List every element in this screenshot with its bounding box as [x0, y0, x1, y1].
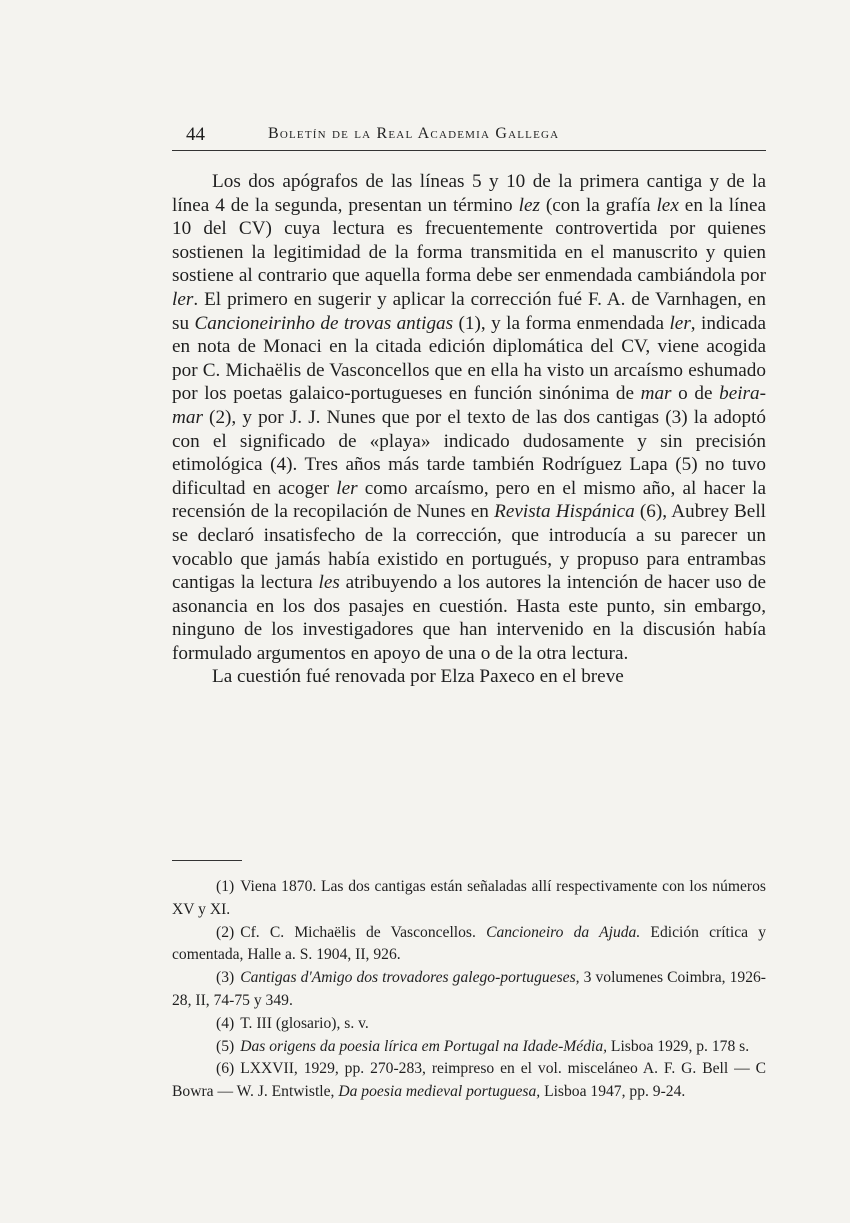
italic-text-run: Cancioneiro da Ajuda.: [486, 923, 641, 941]
text-run: en la línea 10 del CV) cuya lectura es frecuentemente controvertida por quienes sostienen la legitimidad de la forma transmitida en el manuscrito y quien sostiene al contrario que aquella forma debe ser enmendada cambiándola por: [172, 194, 766, 287]
footnote-separator: [172, 860, 242, 861]
italic-text-run: lex: [656, 194, 679, 216]
footnote-number: (3): [216, 969, 235, 987]
italic-text-run: mar: [640, 383, 672, 405]
text-run: (2), y por J. J. Nunes que por el texto de las dos cantigas (3) la adoptó con el significado de «playa» indicado dudosamente y sin precisión etimológica (4). Tres años más tarde también Rodríguez Lapa (5) no tuvo dificultad en acoger: [172, 406, 766, 499]
italic-text-run: Cantigas d'Amigo dos trovadores galego-portugueses,: [240, 969, 580, 987]
footnote-number: (1): [216, 878, 235, 895]
italic-text-run: ler: [336, 477, 358, 499]
footnotes: [172, 876, 766, 1104]
text-run: atribuyendo a los autores la intención de hacer uso de asonancia en los dos pasajes en cuestión. Hasta este punto, sin embargo, ninguno de los investigadores que han intervenido en la discusión había formulado argumentos en apoyo de una o de la otra lectura.: [172, 572, 766, 664]
text-run: , indicada en nota de Monaci en la citada edición diplomática del CV, viene acogida por C. Michaëlis de Vasconcellos que en ella ha visto un arcaísmo eshumado por los poetas galaico-portugueses en función sinónima de: [172, 312, 767, 405]
footnote-3: [172, 967, 766, 1013]
italic-text-run: ler: [669, 312, 691, 334]
page-number: 44: [186, 124, 205, 145]
footnote-number: (2): [216, 923, 235, 941]
italic-text-run: Da poesia medieval portuguesa,: [338, 1083, 541, 1101]
body-paragraph-1: [172, 170, 766, 665]
footnote-number: (4): [216, 1014, 235, 1032]
text-run: Cf. C. Michaëlis de Vasconcellos.: [240, 923, 487, 941]
running-title: Boletín de la Real Academia Gallega: [268, 125, 560, 142]
italic-text-run: les: [318, 572, 340, 594]
italic-text-run: ler: [172, 288, 194, 310]
text-run: (1), y la forma enmendada: [453, 312, 670, 334]
footnote-6: [172, 1058, 766, 1104]
text-run: (con la grafía: [539, 194, 657, 216]
text-run: o de: [671, 383, 720, 405]
text-run: Edición crítica y comentada, Halle a. S. 1904, II, 926.: [172, 923, 767, 964]
page-header: [172, 124, 766, 151]
footnote-number: (6): [216, 1060, 235, 1078]
footnote-1: [172, 876, 766, 922]
italic-text-run: Revista Hispánica: [494, 501, 635, 523]
footnote-number: (5): [216, 1037, 235, 1055]
italic-text-run: Das origens da poesia lírica em Portugal na Idade-Média,: [240, 1037, 608, 1055]
text-run: Lisboa 1947, pp. 9-24.: [540, 1083, 686, 1101]
text-run: Viena 1870. Las dos cantigas están señaladas allí respectivamente con los números XV y XI.: [172, 878, 766, 918]
italic-text-run: lez: [518, 194, 540, 216]
footnote-4: [172, 1013, 766, 1036]
body-paragraph-2: La cuestión fué renovada por Elza Paxeco en el breve: [212, 666, 624, 688]
body-text: [172, 170, 766, 689]
text-run: 3 volumenes Coimbra, 1926-28, II, 74-75 y 349.: [172, 969, 766, 1009]
footnote-2: [172, 922, 766, 968]
text-run: . El primero en sugerir y aplicar la corrección fué F. A. de Varnhagen, en su: [172, 288, 766, 334]
text-run: (6), Aubrey Bell se declaró insatisfecho de la corrección, que introducía a su parecer un vocablo que jamás había existido en portugués, y propuso para entrambas cantigas la lectura: [172, 501, 766, 594]
text-run: como arcaísmo, pero en el mismo año, al hacer la recensión de la recopilación de Nunes en: [172, 477, 767, 523]
footnote-5: [172, 1036, 766, 1059]
italic-text-run: Cancioneirinho de trovas antigas: [194, 312, 454, 334]
text-run: LXXVII, 1929, pp. 270-283, reimpreso en el vol. misceláneo A. F. G. Bell — C Bowra — W. J. Entwistle,: [172, 1060, 766, 1101]
text-run: T. III (glosario), s. v.: [240, 1014, 369, 1032]
italic-text-run: beira-mar: [172, 383, 766, 428]
text-run: Los dos apógrafos de las líneas 5 y 10 de la primera cantiga y de la línea 4 de la segunda, presentan un término: [172, 171, 766, 216]
text-run: Lisboa 1929, p. 178 s.: [607, 1037, 750, 1055]
